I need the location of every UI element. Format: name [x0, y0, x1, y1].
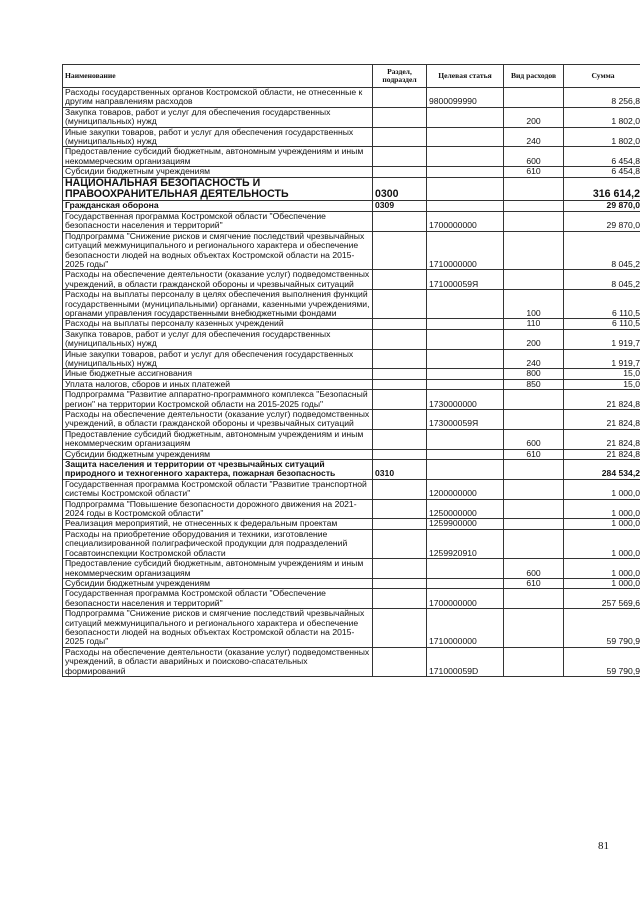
header-sum: Сумма	[564, 65, 640, 88]
cell-section	[373, 107, 427, 127]
header-type: Вид расходов	[504, 65, 564, 88]
cell-target: 173000059Я	[427, 410, 504, 430]
cell-type: 240	[504, 349, 564, 369]
cell-sum: 1 000,0	[564, 559, 640, 579]
cell-sum: 1 802,0	[564, 107, 640, 127]
cell-section	[373, 499, 427, 519]
cell-target	[427, 379, 504, 389]
cell-sum: 1 802,0	[564, 127, 640, 147]
cell-section	[373, 449, 427, 459]
cell-section	[373, 147, 427, 167]
cell-section	[373, 647, 427, 676]
table-row	[63, 379, 640, 389]
cell-section	[373, 231, 427, 270]
cell-type	[504, 519, 564, 529]
table-row	[63, 390, 640, 410]
cell-type	[504, 460, 564, 480]
header-section: Раздел, подраздел	[373, 65, 427, 88]
cell-target	[427, 319, 504, 329]
cell-sum: 1 000,0	[564, 479, 640, 499]
cell-name: Расходы государственных органов Костромской области, не отнесенные к другим направлениям расходов	[63, 88, 373, 108]
table-body	[63, 88, 640, 677]
cell-name: Субсидии бюджетным учреждениям	[63, 167, 373, 177]
cell-name: Государственная программа Костромской области "Обеспечение безопасности населения и территорий"	[63, 211, 373, 231]
header-target: Целевая статья	[427, 65, 504, 88]
cell-name: Предоставление субсидий бюджетным, автономным учреждениям и иным некоммерческим организациям	[63, 559, 373, 579]
cell-target: 1700000000	[427, 589, 504, 609]
cell-type: 800	[504, 369, 564, 379]
cell-name: Государственная программа Костромской области "Обеспечение безопасности населения и территорий"	[63, 589, 373, 609]
cell-target	[427, 429, 504, 449]
cell-type: 850	[504, 379, 564, 389]
cell-type	[504, 410, 564, 430]
cell-type: 610	[504, 167, 564, 177]
cell-type	[504, 211, 564, 231]
cell-section	[373, 410, 427, 430]
cell-sum: 257 569,6	[564, 589, 640, 609]
cell-name: Государственная программа Костромской области "Развитие транспортной системы Костромской области"	[63, 479, 373, 499]
cell-target: 9800099990	[427, 88, 504, 108]
cell-section	[373, 429, 427, 449]
table-row	[63, 211, 640, 231]
cell-sum: 1 000,0	[564, 578, 640, 588]
cell-target: 171000059Я	[427, 270, 504, 290]
cell-section	[373, 379, 427, 389]
cell-sum: 21 824,8	[564, 410, 640, 430]
cell-section	[373, 88, 427, 108]
header-name: Наименование	[63, 65, 373, 88]
cell-section	[373, 127, 427, 147]
cell-name: Предоставление субсидий бюджетным, автономным учреждениям и иным некоммерческим организациям	[63, 147, 373, 167]
table-row	[63, 290, 640, 319]
table-row	[63, 88, 640, 108]
table-row	[63, 647, 640, 676]
table-row	[63, 127, 640, 147]
cell-target	[427, 167, 504, 177]
cell-target	[427, 201, 504, 211]
table-row	[63, 270, 640, 290]
cell-target: 1700000000	[427, 211, 504, 231]
cell-type: 110	[504, 319, 564, 329]
cell-section	[373, 270, 427, 290]
cell-sum: 1 000,0	[564, 499, 640, 519]
cell-name: Защита населения и территории от чрезвычайных ситуаций природного и техногенного характера, пожарная безопасность	[63, 460, 373, 480]
cell-target: 1259900000	[427, 519, 504, 529]
cell-sum: 6 110,5	[564, 290, 640, 319]
cell-type: 600	[504, 429, 564, 449]
cell-name: Субсидии бюджетным учреждениям	[63, 449, 373, 459]
table-row	[63, 479, 640, 499]
cell-section	[373, 319, 427, 329]
cell-type	[504, 609, 564, 648]
cell-section	[373, 329, 427, 349]
table-row	[63, 559, 640, 579]
cell-sum: 1 000,0	[564, 529, 640, 558]
cell-name: Расходы на выплаты персоналу казенных учреждений	[63, 319, 373, 329]
cell-target	[427, 559, 504, 579]
cell-target	[427, 107, 504, 127]
cell-type	[504, 390, 564, 410]
table-row	[63, 329, 640, 349]
cell-target	[427, 127, 504, 147]
table-header-row	[63, 65, 640, 88]
cell-sum: 59 790,9	[564, 647, 640, 676]
cell-name: Реализация мероприятий, не отнесенных к федеральным проектам	[63, 519, 373, 529]
cell-type: 600	[504, 559, 564, 579]
cell-sum: 29 870,0	[564, 211, 640, 231]
cell-type	[504, 499, 564, 519]
cell-sum: 316 614,2	[564, 177, 640, 201]
table-row	[63, 410, 640, 430]
cell-type	[504, 529, 564, 558]
cell-target	[427, 369, 504, 379]
budget-table	[62, 64, 640, 677]
cell-name: Закупка товаров, работ и услуг для обеспечения государственных (муниципальных) нужд	[63, 107, 373, 127]
cell-target: 1259920910	[427, 529, 504, 558]
cell-sum: 1 000,0	[564, 519, 640, 529]
cell-target	[427, 449, 504, 459]
cell-name: Иные закупки товаров, работ и услуг для обеспечения государственных (муниципальных) нужд	[63, 349, 373, 369]
cell-section	[373, 529, 427, 558]
cell-name: Расходы на выплаты персоналу в целях обеспечения выполнения функций государственными (муниципальными) органами, казенными учреждениями, органами управления государственными внебюджетными фондами	[63, 290, 373, 319]
cell-type	[504, 231, 564, 270]
cell-type: 610	[504, 449, 564, 459]
cell-section	[373, 167, 427, 177]
table-row	[63, 578, 640, 588]
cell-name: Подпрограмма "Снижение рисков и смягчение последствий чрезвычайных ситуаций межмуниципального и регионального характера и обеспечение безопасности людей на водных объектах Костромской области на 2015-2025 годы"	[63, 609, 373, 648]
cell-target: 1250000000	[427, 499, 504, 519]
cell-section	[373, 390, 427, 410]
cell-name: Уплата налогов, сборов и иных платежей	[63, 379, 373, 389]
cell-section	[373, 290, 427, 319]
table-row	[63, 519, 640, 529]
table-row	[63, 319, 640, 329]
cell-sum: 15,0	[564, 369, 640, 379]
cell-type: 200	[504, 107, 564, 127]
table-row	[63, 529, 640, 558]
cell-name: Подпрограмма "Повышение безопасности дорожного движения на 2021-2024 годы в Костромской области"	[63, 499, 373, 519]
cell-name: Расходы на обеспечение деятельности (оказание услуг) подведомственных учреждений, в области гражданской обороны и чрезвычайных ситуаций	[63, 410, 373, 430]
cell-sum: 21 824,8	[564, 429, 640, 449]
cell-name: Иные закупки товаров, работ и услуг для обеспечения государственных (муниципальных) нужд	[63, 127, 373, 147]
cell-section	[373, 479, 427, 499]
table-row	[63, 107, 640, 127]
cell-section	[373, 578, 427, 588]
cell-type: 200	[504, 329, 564, 349]
cell-sum: 1 919,7	[564, 329, 640, 349]
cell-name: Иные бюджетные ассигнования	[63, 369, 373, 379]
cell-name: Гражданская оборона	[63, 201, 373, 211]
cell-section	[373, 349, 427, 369]
cell-section: 0309	[373, 201, 427, 211]
cell-type	[504, 647, 564, 676]
table-row	[63, 231, 640, 270]
cell-name: Субсидии бюджетным учреждениям	[63, 578, 373, 588]
cell-section	[373, 211, 427, 231]
cell-type	[504, 479, 564, 499]
cell-section: 0300	[373, 177, 427, 201]
cell-sum: 8 256,8	[564, 88, 640, 108]
cell-target	[427, 578, 504, 588]
cell-target	[427, 177, 504, 201]
cell-section: 0310	[373, 460, 427, 480]
cell-target	[427, 147, 504, 167]
cell-section	[373, 609, 427, 648]
cell-sum: 59 790,9	[564, 609, 640, 648]
table-row	[63, 499, 640, 519]
cell-section	[373, 519, 427, 529]
cell-target	[427, 460, 504, 480]
cell-type	[504, 270, 564, 290]
cell-name: Расходы на приобретение оборудования и техники, изготовление специализированной полиграфической продукции для подразделений Госавтоинспекции Костромской области	[63, 529, 373, 558]
cell-sum: 8 045,2	[564, 231, 640, 270]
table-row	[63, 460, 640, 480]
cell-type	[504, 589, 564, 609]
cell-sum: 15,0	[564, 379, 640, 389]
cell-sum: 1 919,7	[564, 349, 640, 369]
cell-sum: 29 870,0	[564, 201, 640, 211]
table-row	[63, 349, 640, 369]
cell-name: Закупка товаров, работ и услуг для обеспечения государственных (муниципальных) нужд	[63, 329, 373, 349]
cell-section	[373, 369, 427, 379]
table-row	[63, 609, 640, 648]
cell-section	[373, 589, 427, 609]
page-number: 81	[598, 840, 609, 852]
cell-target: 1710000000	[427, 609, 504, 648]
cell-type: 100	[504, 290, 564, 319]
cell-target: 1730000000	[427, 390, 504, 410]
table-row	[63, 147, 640, 167]
cell-target: 1200000000	[427, 479, 504, 499]
table-row	[63, 589, 640, 609]
cell-target: 1710000000	[427, 231, 504, 270]
cell-target	[427, 290, 504, 319]
cell-name: Расходы на обеспечение деятельности (оказание услуг) подведомственных учреждений, в области гражданской обороны и чрезвычайных ситуаций	[63, 270, 373, 290]
cell-name: НАЦИОНАЛЬНАЯ БЕЗОПАСНОСТЬ И ПРАВООХРАНИТЕЛЬНАЯ ДЕЯТЕЛЬНОСТЬ	[63, 177, 373, 201]
cell-name: Подпрограмма "Развитие аппаратно-программного комплекса "Безопасный регион" на территории Костромской области на 2015-2025 годы"	[63, 390, 373, 410]
cell-type	[504, 177, 564, 201]
table-row	[63, 167, 640, 177]
cell-sum: 8 045,2	[564, 270, 640, 290]
cell-section	[373, 559, 427, 579]
table-row	[63, 369, 640, 379]
cell-sum: 284 534,2	[564, 460, 640, 480]
cell-target	[427, 349, 504, 369]
table-row	[63, 449, 640, 459]
cell-type	[504, 201, 564, 211]
cell-name: Предоставление субсидий бюджетным, автономным учреждениям и иным некоммерческим организациям	[63, 429, 373, 449]
table-row	[63, 177, 640, 201]
cell-type: 240	[504, 127, 564, 147]
budget-table-container	[62, 64, 640, 677]
cell-type: 610	[504, 578, 564, 588]
table-row	[63, 201, 640, 211]
cell-name: Подпрограмма "Снижение рисков и смягчение последствий чрезвычайных ситуаций межмуниципального и регионального характера и обеспечение безопасности людей на водных объектах Костромской области на 2015-2025 годы"	[63, 231, 373, 270]
cell-type: 600	[504, 147, 564, 167]
cell-sum: 21 824,8	[564, 449, 640, 459]
cell-target	[427, 329, 504, 349]
cell-type	[504, 88, 564, 108]
cell-sum: 6 454,8	[564, 167, 640, 177]
cell-target: 171000059D	[427, 647, 504, 676]
table-row	[63, 429, 640, 449]
cell-sum: 21 824,8	[564, 390, 640, 410]
cell-name: Расходы на обеспечение деятельности (оказание услуг) подведомственных учреждений, в области аварийных и поисково-спасательных формирований	[63, 647, 373, 676]
cell-sum: 6 454,8	[564, 147, 640, 167]
cell-sum: 6 110,5	[564, 319, 640, 329]
